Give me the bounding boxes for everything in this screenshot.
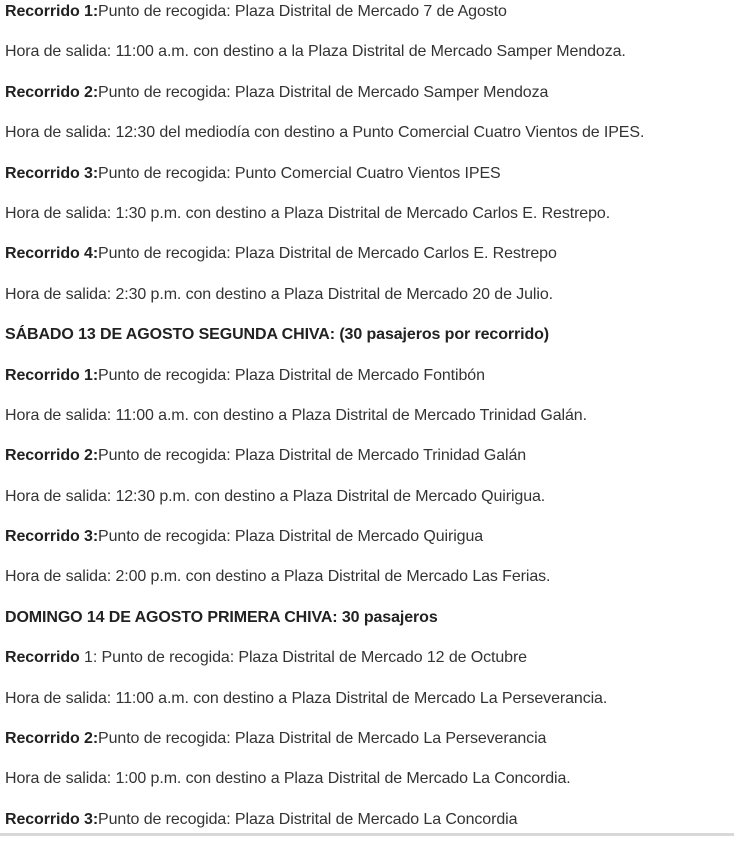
route-line bbox=[5, 81, 734, 121]
route-text: Punto de recogida: Plaza Distrital de Mercado La Perseverancia bbox=[98, 730, 547, 748]
section-heading: SÁBADO 13 DE AGOSTO SEGUNDA CHIVA: (30 pasajeros por recorrido) bbox=[5, 326, 550, 344]
route-text: Punto de recogida: Plaza Distrital de Mercado Trinidad Galán bbox=[98, 447, 527, 465]
route-label: Recorrido 3: bbox=[5, 164, 99, 182]
route-label: Recorrido 1: bbox=[5, 366, 99, 384]
route-label: Recorrido 2: bbox=[5, 447, 99, 465]
route-label: Recorrido 2: bbox=[5, 83, 99, 101]
route-text: Punto de recogida: Plaza Distrital de Mercado Samper Mendoza bbox=[98, 83, 549, 101]
route-text: Punto de recogida: Plaza Distrital de Mercado Fontibón bbox=[98, 366, 485, 384]
departure-line: Hora de salida: 1:30 p.m. con destino a Plaza Distrital de Mercado Carlos E. Restrepo. bbox=[5, 204, 611, 222]
route-line bbox=[5, 808, 734, 848]
route-text: 1: Punto de recogida: Plaza Distrital de Mercado 12 de Octubre bbox=[84, 649, 527, 667]
departure-line: Hora de salida: 2:00 p.m. con destino a Plaza Distrital de Mercado Las Ferias. bbox=[5, 568, 551, 586]
route-line bbox=[5, 0, 734, 40]
route-label: Recorrido 1: bbox=[5, 3, 99, 20]
route-text: Punto de recogida: Plaza Distrital de Mercado La Concordia bbox=[98, 810, 518, 828]
departure-line: Hora de salida: 2:30 p.m. con destino a Plaza Distrital de Mercado 20 de Julio. bbox=[5, 285, 553, 303]
section-heading: DOMINGO 14 DE AGOSTO PRIMERA CHIVA: 30 pasajeros bbox=[5, 608, 438, 626]
route-label: Recorrido 3: bbox=[5, 528, 99, 546]
schedule-document bbox=[5, 0, 734, 848]
route-label: Recorrido 2: bbox=[5, 730, 99, 748]
departure-line: Hora de salida: 11:00 a.m. con destino a Plaza Distrital de Mercado La Perseverancia. bbox=[5, 689, 608, 707]
departure-line: Hora de salida: 11:00 a.m. con destino a la Plaza Distrital de Mercado Samper Mendoza. bbox=[5, 43, 626, 61]
departure-line: Hora de salida: 1:00 p.m. con destino a Plaza Distrital de Mercado La Concordia. bbox=[5, 770, 571, 788]
route-line bbox=[5, 727, 734, 767]
route-line bbox=[5, 242, 734, 282]
route-line bbox=[5, 444, 734, 484]
route-label: Recorrido 4: bbox=[5, 245, 99, 263]
route-line bbox=[5, 646, 734, 686]
departure-line: Hora de salida: 11:00 a.m. con destino a Plaza Distrital de Mercado Trinidad Galán. bbox=[5, 406, 587, 424]
route-text: Punto de recogida: Plaza Distrital de Mercado Carlos E. Restrepo bbox=[98, 245, 557, 263]
departure-line: Hora de salida: 12:30 p.m. con destino a Plaza Distrital de Mercado Quirigua. bbox=[5, 487, 546, 505]
route-line bbox=[5, 162, 734, 202]
route-line bbox=[5, 525, 734, 565]
route-label: Recorrido 3: bbox=[5, 810, 99, 828]
route-text: Punto de recogida: Plaza Distrital de Mercado 7 de Agosto bbox=[98, 3, 507, 20]
route-line bbox=[5, 364, 734, 404]
route-text: Punto de recogida: Plaza Distrital de Mercado Quirigua bbox=[98, 528, 484, 546]
route-text: Punto de recogida: Punto Comercial Cuatro Vientos IPES bbox=[98, 164, 501, 182]
departure-line: Hora de salida: 12:30 del mediodía con destino a Punto Comercial Cuatro Vientos de IPES. bbox=[5, 124, 645, 142]
route-label: Recorrido bbox=[5, 649, 85, 667]
